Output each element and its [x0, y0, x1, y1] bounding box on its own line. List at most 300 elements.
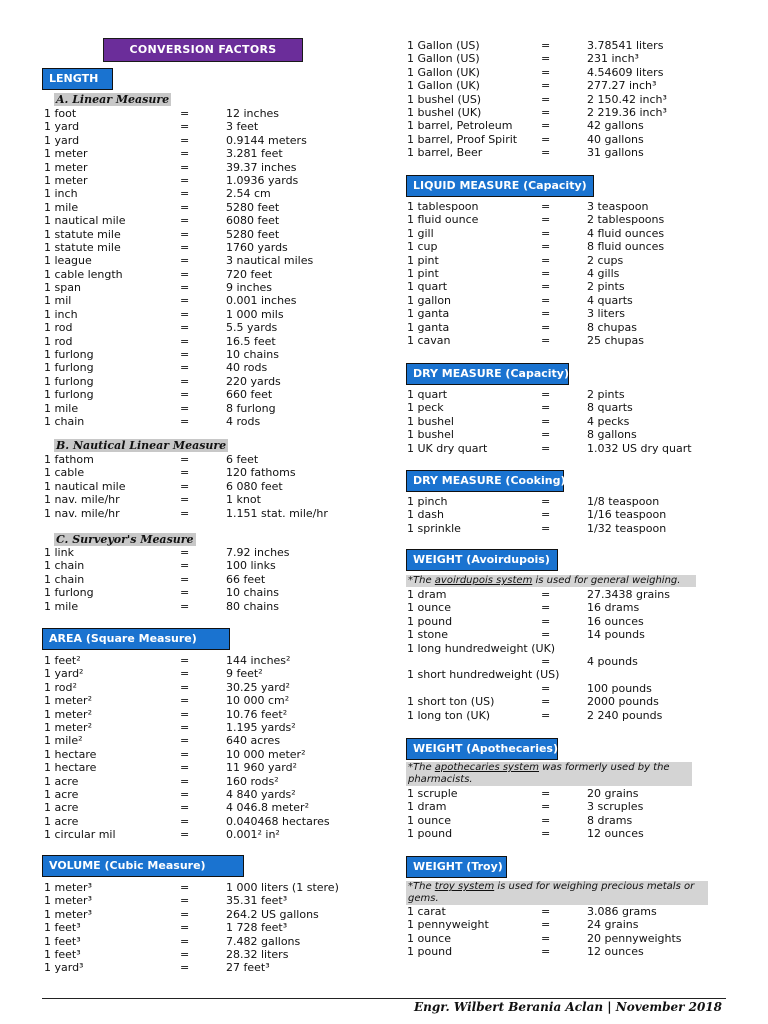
- row-value: 27 feet³: [226, 961, 270, 975]
- row-unit: 1 bushel: [407, 414, 454, 428]
- row-unit: 1 meter: [44, 160, 88, 174]
- row-unit: 1 ounce: [407, 601, 451, 615]
- row-unit: 1 ounce: [407, 813, 451, 827]
- table-row: [407, 522, 727, 535]
- table-row: [44, 375, 364, 388]
- row-value: 35.31 feet³: [226, 894, 288, 908]
- table-row: [44, 281, 364, 294]
- table-row: [44, 667, 364, 680]
- table-row: [407, 146, 727, 159]
- table-row: [44, 415, 364, 428]
- table-row: [44, 147, 364, 160]
- area-table: [44, 654, 364, 841]
- row-value: 1/16 teaspoon: [587, 508, 667, 522]
- table-row: [407, 442, 727, 455]
- row-unit: 1 statute mile: [44, 227, 121, 241]
- row-equals: =: [180, 173, 190, 187]
- row-value: 1 000 liters (1 stere): [226, 881, 339, 894]
- row-unit: 1 short hundredweight (US): [407, 668, 560, 682]
- table-row: [44, 788, 364, 801]
- row-value: 16 ounces: [587, 614, 644, 628]
- section-troy-heading: WEIGHT (Troy): [406, 856, 507, 878]
- table-row: [44, 241, 364, 254]
- row-equals: =: [180, 667, 190, 681]
- row-equals: =: [180, 774, 190, 788]
- row-unit: 1 meter³: [44, 907, 92, 921]
- row-value: 4 840 yards²: [226, 787, 296, 801]
- table-row: [44, 935, 364, 948]
- row-equals: =: [541, 307, 551, 321]
- table-row: [44, 453, 364, 466]
- row-unit: 1 UK dry quart: [407, 441, 488, 455]
- row-equals: =: [541, 787, 551, 800]
- table-row: [407, 415, 727, 428]
- surveyor-measure-table: [44, 546, 364, 613]
- row-unit: 1 ounce: [407, 931, 451, 945]
- row-value: 1/32 teaspoon: [587, 521, 667, 535]
- row-equals: =: [541, 39, 551, 52]
- table-row: [407, 280, 727, 293]
- row-equals: =: [180, 240, 190, 254]
- row-value: 5.5 yards: [226, 321, 278, 335]
- row-value: 1760 yards: [226, 240, 288, 254]
- table-row: [407, 213, 727, 226]
- row-value: 0.001 inches: [226, 294, 297, 308]
- section-apothecaries-heading: WEIGHT (Apothecaries): [406, 738, 558, 760]
- table-row: [44, 348, 364, 361]
- nautical-measure-table: [44, 453, 364, 520]
- row-value: 24 grains: [587, 918, 639, 932]
- row-equals: =: [541, 813, 551, 827]
- row-equals: =: [180, 267, 190, 281]
- row-value: 8 quarts: [587, 401, 633, 415]
- row-unit: 1 cable length: [44, 267, 123, 281]
- row-unit: 1 Gallon (UK): [407, 65, 480, 79]
- row-value: 9 feet²: [226, 667, 263, 681]
- table-row: [44, 921, 364, 934]
- row-value: 66 feet: [226, 572, 266, 586]
- row-unit: 1 tablespoon: [407, 200, 479, 213]
- table-row: [44, 174, 364, 187]
- row-unit: 1 feet²: [44, 654, 81, 667]
- table-row: [407, 428, 727, 441]
- section-area-heading: AREA (Square Measure): [42, 628, 230, 650]
- row-unit: 1 hectare: [44, 761, 97, 775]
- row-value: 31 gallons: [587, 146, 644, 160]
- row-value: 20 pennyweights: [587, 931, 682, 945]
- row-value: 277.27 inch³: [587, 79, 657, 93]
- table-row: [44, 466, 364, 479]
- row-equals: =: [180, 120, 190, 134]
- row-unit: 1 cup: [407, 240, 438, 254]
- row-equals: =: [180, 828, 190, 842]
- row-unit: 1 bushel (UK): [407, 105, 482, 119]
- table-row: [407, 945, 727, 958]
- table-row: [44, 734, 364, 747]
- row-equals: =: [180, 894, 190, 908]
- row-equals: =: [180, 586, 190, 600]
- dry-cooking-table: [407, 495, 727, 535]
- row-value: 3.281 feet: [226, 147, 283, 161]
- row-value: 264.2 US gallons: [226, 907, 319, 921]
- row-unit: 1 quart: [407, 388, 448, 401]
- row-equals: =: [541, 266, 551, 280]
- row-value: 6080 feet: [226, 214, 280, 228]
- table-row: [44, 388, 364, 401]
- row-unit: 1 mile: [44, 401, 79, 415]
- row-value: 2 pints: [587, 280, 625, 294]
- row-value: 640 acres: [226, 734, 281, 748]
- row-equals: =: [541, 827, 551, 841]
- row-unit: 1 feet³: [44, 947, 81, 961]
- row-unit: 1 meter²: [44, 720, 92, 734]
- table-row: [407, 388, 727, 401]
- row-unit: 1 yard: [44, 133, 80, 147]
- row-value: 3 teaspoon: [587, 200, 649, 213]
- row-equals: =: [541, 508, 551, 522]
- row-equals: =: [541, 293, 551, 307]
- row-value: 10 chains: [226, 348, 280, 362]
- row-equals: =: [180, 281, 190, 295]
- table-row: [407, 321, 727, 334]
- row-value: 3 nautical miles: [226, 254, 314, 268]
- row-value: 11 960 yard²: [226, 761, 297, 775]
- row-unit: 1 sprinkle: [407, 521, 461, 535]
- row-equals: =: [180, 388, 190, 402]
- row-equals: =: [541, 253, 551, 267]
- row-equals: =: [541, 226, 551, 240]
- row-equals: =: [180, 947, 190, 961]
- row-unit: 1 mil: [44, 294, 72, 308]
- row-value: 27.3438 grains: [587, 588, 670, 601]
- row-unit: 1 hectare: [44, 747, 97, 761]
- row-value: 8 furlong: [226, 401, 276, 415]
- row-equals: =: [180, 559, 190, 573]
- row-unit: 1 long hundredweight (UK): [407, 641, 556, 655]
- row-equals: =: [180, 694, 190, 708]
- row-equals: =: [541, 105, 551, 119]
- table-row: [44, 480, 364, 493]
- row-equals: =: [541, 132, 551, 146]
- row-unit: 1 acre: [44, 774, 79, 788]
- avoirdupois-note: *The avoirdupois system is used for general weighing.: [406, 575, 696, 587]
- row-equals: =: [541, 588, 551, 601]
- row-unit: 1 rod: [44, 321, 73, 335]
- row-value: 8 drams: [587, 813, 633, 827]
- row-value: 5280 feet: [226, 200, 280, 214]
- row-value: 1.0936 yards: [226, 173, 299, 187]
- row-value: 4 pecks: [587, 414, 630, 428]
- table-row: [44, 654, 364, 667]
- row-value: 0.001² in²: [226, 828, 280, 842]
- row-value: 0.040468 hectares: [226, 814, 330, 828]
- table-row: [407, 932, 727, 945]
- table-row: [407, 905, 727, 918]
- table-row: [407, 200, 727, 213]
- table-row: [407, 294, 727, 307]
- row-value: 1.151 stat. mile/hr: [226, 506, 328, 520]
- row-value: 4 pounds: [587, 654, 638, 668]
- table-row: [407, 601, 727, 614]
- table-row: [407, 267, 727, 280]
- table-row: [407, 588, 727, 601]
- row-value: 4 gills: [587, 266, 620, 280]
- row-unit: 1 Gallon (US): [407, 39, 480, 52]
- row-equals: =: [180, 214, 190, 228]
- row-unit: 1 span: [44, 281, 81, 295]
- table-row: [407, 254, 727, 267]
- table-row: [407, 133, 727, 146]
- row-equals: =: [541, 52, 551, 66]
- row-equals: =: [541, 614, 551, 628]
- row-equals: =: [541, 200, 551, 213]
- table-row: [44, 335, 364, 348]
- row-value: 5280 feet: [226, 227, 280, 241]
- table-row: [407, 642, 727, 655]
- row-equals: =: [541, 320, 551, 334]
- row-value: 6 feet: [226, 453, 259, 466]
- row-equals: =: [180, 747, 190, 761]
- row-equals: =: [180, 921, 190, 935]
- table-row: [407, 39, 727, 52]
- table-row: [44, 161, 364, 174]
- row-unit: 1 barrel, Beer: [407, 146, 483, 160]
- row-value: 720 feet: [226, 267, 273, 281]
- row-unit: 1 chain: [44, 572, 85, 586]
- row-unit: 1 furlong: [44, 388, 94, 402]
- row-equals: =: [180, 307, 190, 321]
- row-value: 28.32 liters: [226, 947, 289, 961]
- row-unit: 1 acre: [44, 814, 79, 828]
- row-unit: 1 fluid ounce: [407, 213, 479, 227]
- table-row: [44, 187, 364, 200]
- row-unit: 1 feet³: [44, 934, 81, 948]
- row-unit: 1 dash: [407, 508, 444, 522]
- table-row: [407, 628, 727, 641]
- row-value: 10 000 cm²: [226, 694, 290, 708]
- row-value: 80 chains: [226, 599, 280, 613]
- row-equals: =: [180, 787, 190, 801]
- row-unit: 1 inch: [44, 187, 78, 201]
- row-equals: =: [541, 601, 551, 615]
- row-equals: =: [541, 628, 551, 642]
- row-value: 8 gallons: [587, 428, 637, 442]
- row-value: 14 pounds: [587, 628, 645, 642]
- row-equals: =: [541, 918, 551, 932]
- row-unit: 1 ganta: [407, 320, 450, 334]
- row-unit: 1 stone: [407, 628, 449, 642]
- row-unit: 1 meter²: [44, 694, 92, 708]
- table-row: [44, 600, 364, 613]
- table-row: [407, 827, 727, 840]
- row-unit: 1 meter³: [44, 894, 92, 908]
- row-unit: 1 barrel, Proof Spirit: [407, 132, 518, 146]
- row-value: 8 fluid ounces: [587, 240, 665, 254]
- row-equals: =: [180, 294, 190, 308]
- table-row: [407, 307, 727, 320]
- row-equals: =: [180, 680, 190, 694]
- table-row: [407, 227, 727, 240]
- row-value: 2 cups: [587, 253, 624, 267]
- table-row: [44, 801, 364, 814]
- row-equals: =: [541, 401, 551, 415]
- table-row: [44, 308, 364, 321]
- apothecaries-table: [407, 787, 727, 841]
- table-row: [44, 546, 364, 559]
- row-equals: =: [541, 213, 551, 227]
- dry-capacity-table: [407, 388, 727, 455]
- footer-author: Engr. Wilbert Berania Aclan | November 2018: [414, 1000, 722, 1014]
- section-avoirdupois-heading: WEIGHT (Avoirdupois): [406, 549, 558, 571]
- table-row: [44, 573, 364, 586]
- row-value: 2 150.42 inch³: [587, 92, 667, 106]
- row-value: 4 quarts: [587, 293, 633, 307]
- row-value: 3.086 grams: [587, 905, 657, 918]
- row-value: 42 gallons: [587, 119, 644, 133]
- row-unit: 1 Gallon (US): [407, 52, 480, 66]
- row-unit: 1 furlong: [44, 374, 94, 388]
- row-value: 12 inches: [226, 107, 280, 120]
- row-equals: =: [180, 348, 190, 362]
- table-row: [44, 761, 364, 774]
- row-value: 2 240 pounds: [587, 708, 663, 722]
- row-value: 4 rods: [226, 414, 261, 428]
- row-value: 3 feet: [226, 120, 259, 134]
- table-row: [44, 321, 364, 334]
- row-value: 2 219.36 inch³: [587, 105, 667, 119]
- row-unit: 1 bushel (US): [407, 92, 482, 106]
- row-value: 7.92 inches: [226, 546, 290, 559]
- row-equals: =: [180, 720, 190, 734]
- row-unit: 1 fathom: [44, 453, 94, 466]
- row-unit: 1 peck: [407, 401, 444, 415]
- row-unit: 1 gallon: [407, 293, 452, 307]
- liquid-measure-table: [407, 200, 727, 347]
- row-equals: =: [541, 800, 551, 814]
- table-row: [407, 79, 727, 92]
- row-value: 4 fluid ounces: [587, 226, 665, 240]
- table-row: [44, 254, 364, 267]
- row-value: 100 links: [226, 559, 276, 573]
- table-row: [44, 402, 364, 415]
- row-unit: 1 meter²: [44, 707, 92, 721]
- row-equals: =: [180, 107, 190, 120]
- page-title: CONVERSION FACTORS: [103, 38, 303, 62]
- row-equals: =: [541, 65, 551, 79]
- table-row: [44, 294, 364, 307]
- table-row: [44, 201, 364, 214]
- table-row: [44, 559, 364, 572]
- section-dry-capacity-heading: DRY MEASURE (Capacity): [406, 363, 569, 385]
- row-equals: =: [180, 200, 190, 214]
- row-value: 1 knot: [226, 493, 261, 507]
- table-row: [407, 240, 727, 253]
- row-unit: 1 yard²: [44, 667, 84, 681]
- row-unit: 1 nav. mile/hr: [44, 506, 120, 520]
- row-value: 2000 pounds: [587, 695, 659, 709]
- row-unit: 1 acre: [44, 801, 79, 815]
- row-equals: =: [541, 931, 551, 945]
- row-value: 2 pints: [587, 388, 625, 401]
- row-equals: =: [541, 521, 551, 535]
- row-value: 2 tablespoons: [587, 213, 665, 227]
- row-unit: 1 meter: [44, 173, 88, 187]
- table-row: [44, 775, 364, 788]
- table-row: [44, 507, 364, 520]
- row-equals: =: [541, 79, 551, 93]
- row-equals: =: [180, 133, 190, 147]
- row-unit: 1 nautical mile: [44, 479, 126, 493]
- row-unit: 1 chain: [44, 559, 85, 573]
- row-equals: =: [180, 814, 190, 828]
- row-equals: =: [541, 92, 551, 106]
- troy-table: [407, 905, 727, 959]
- row-equals: =: [541, 146, 551, 160]
- row-unit: 1 pint: [407, 253, 439, 267]
- row-value: 12 ounces: [587, 827, 644, 841]
- row-equals: =: [541, 333, 551, 347]
- row-equals: =: [180, 493, 190, 507]
- row-unit: 1 statute mile: [44, 240, 121, 254]
- row-unit: 1 circular mil: [44, 828, 116, 842]
- row-value: 9 inches: [226, 281, 273, 295]
- row-unit: 1 mile: [44, 200, 79, 214]
- table-row: [407, 800, 727, 813]
- row-unit: 1 Gallon (UK): [407, 79, 480, 93]
- row-equals: =: [180, 187, 190, 201]
- row-value: 10.76 feet²: [226, 707, 288, 721]
- footer-divider: [42, 998, 726, 999]
- subsection-surveyor-heading: C. Surveyor's Measure: [56, 533, 194, 546]
- row-unit: 1 meter: [44, 147, 88, 161]
- row-unit: 1 rod: [44, 334, 73, 348]
- row-equals: =: [541, 654, 551, 668]
- row-unit: 1 chain: [44, 414, 85, 428]
- section-liquid-heading: LIQUID MEASURE (Capacity): [406, 175, 594, 197]
- row-unit: 1 yard³: [44, 961, 84, 975]
- row-unit: 1 bushel: [407, 428, 454, 442]
- section-volume-heading: VOLUME (Cubic Measure): [42, 855, 244, 877]
- volume-continued-table: [407, 39, 727, 160]
- table-row: [407, 66, 727, 79]
- row-value: 1.195 yards²: [226, 720, 296, 734]
- row-value: 8 chupas: [587, 320, 637, 334]
- row-unit: 1 dram: [407, 800, 447, 814]
- table-row: [407, 709, 727, 722]
- table-row: [407, 615, 727, 628]
- row-unit: 1 cable: [44, 466, 85, 480]
- row-value: 144 inches²: [226, 654, 291, 667]
- row-unit: 1 foot: [44, 107, 77, 120]
- row-value: 1 000 mils: [226, 307, 284, 321]
- row-value: 40 gallons: [587, 132, 644, 146]
- row-value: 30.25 yard²: [226, 680, 290, 694]
- row-equals: =: [180, 160, 190, 174]
- row-value: 39.37 inches: [226, 160, 297, 174]
- row-equals: =: [541, 119, 551, 133]
- row-unit: 1 pint: [407, 266, 439, 280]
- row-equals: =: [541, 441, 551, 455]
- table-row: [44, 107, 364, 120]
- section-dry-cooking-heading: DRY MEASURE (Cooking): [406, 470, 564, 492]
- avoirdupois-table: [407, 588, 727, 722]
- row-equals: =: [541, 681, 551, 695]
- row-value: 0.9144 meters: [226, 133, 307, 147]
- table-row: [44, 948, 364, 961]
- row-equals: =: [180, 334, 190, 348]
- table-row: [44, 828, 364, 841]
- row-equals: =: [180, 961, 190, 975]
